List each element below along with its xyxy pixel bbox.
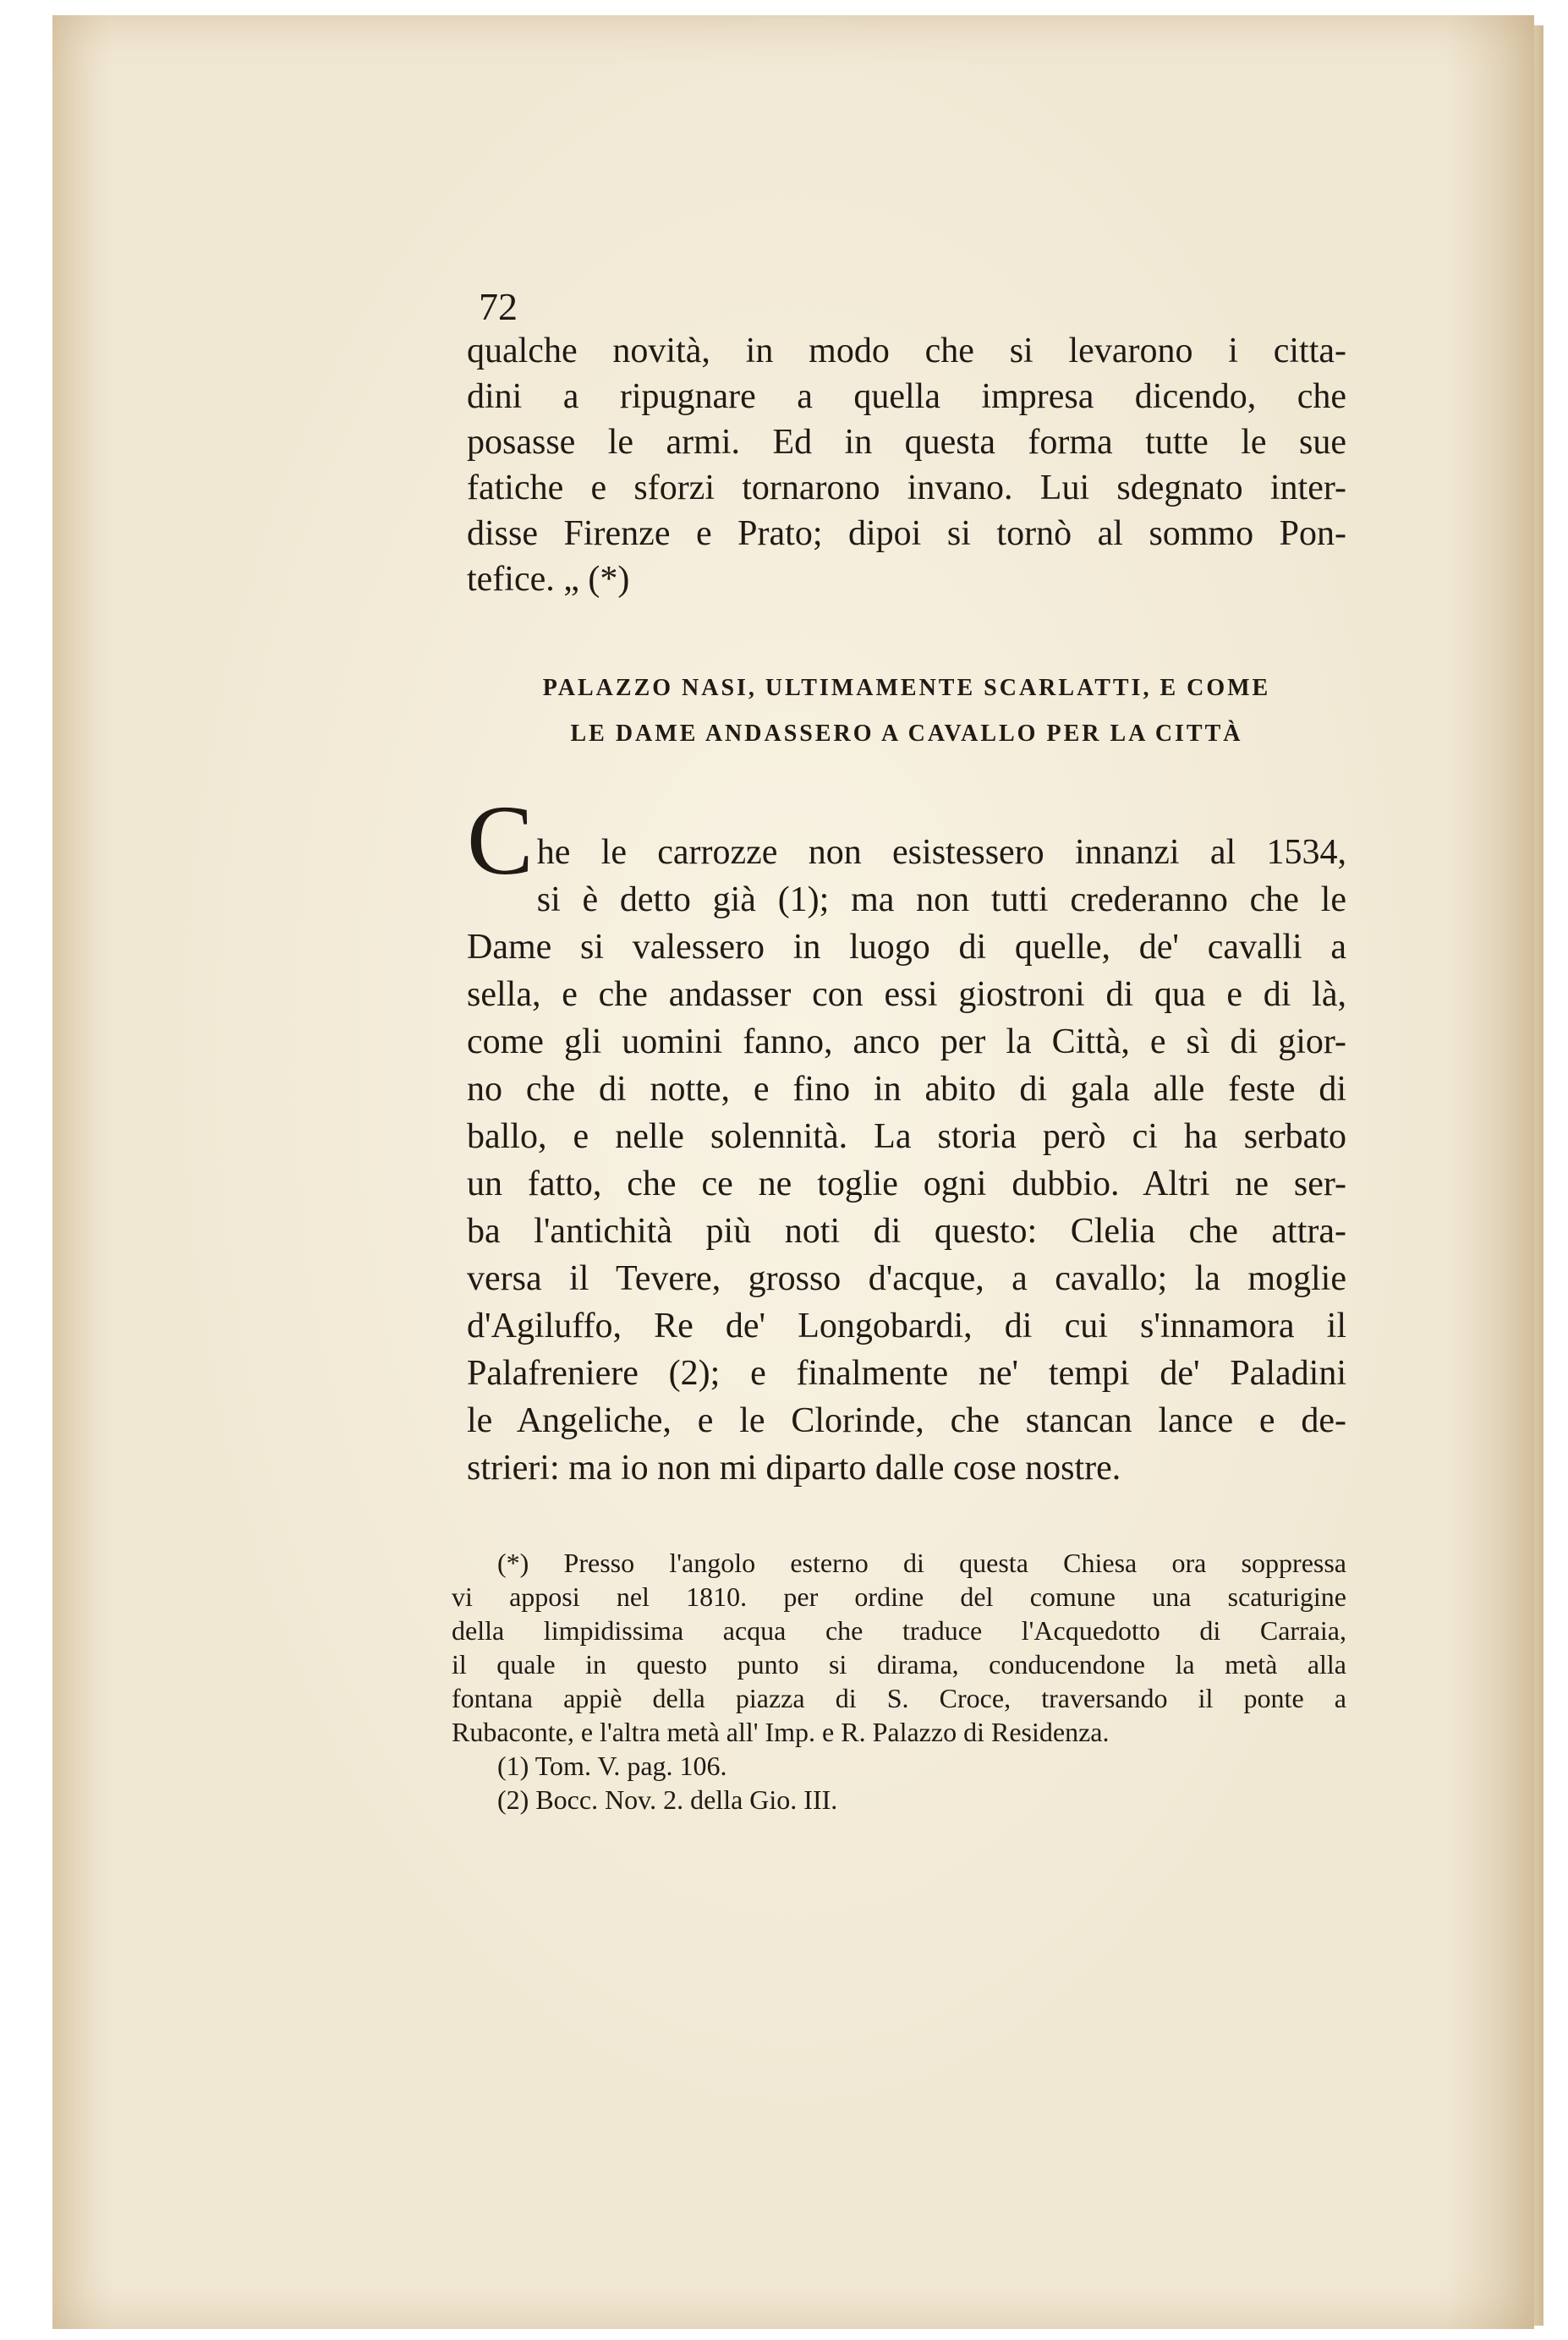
text-line: ballo, e nelle solennità. La storia però ci ha serbato [467, 1117, 1346, 1156]
page-number: 72 [479, 285, 518, 328]
footnote-line: il quale in questo punto si dirama, conducendone la metà alla [452, 1649, 1346, 1680]
text-line: disse Firenze e Prato; dipoi si tornò al sommo Pon- [467, 514, 1346, 553]
text-line: Palafreniere (2); e finalmente ne' tempi de' Paladini [467, 1354, 1346, 1393]
text-line: he le carrozze non esistessero innanzi al 1534, [536, 833, 1346, 872]
footnote-line: Rubaconte, e l'altra metà all' Imp. e R. Palazzo di Residenza. [452, 1717, 1110, 1747]
text-line: dini a ripugnare a quella impresa dicendo, che [467, 377, 1346, 416]
text-line: d'Agiluffo, Re de' Longobardi, di cui s'innamora il [467, 1307, 1346, 1345]
text-line: no che di notte, e fino in abito di gala alle feste di [467, 1070, 1346, 1109]
text-line: sella, e che andasser con essi giostroni di qua e di là, [467, 975, 1346, 1014]
footnote-line: della limpidissima acqua che traduce l'Acquedotto di Carraia, [452, 1615, 1346, 1646]
reference-note: (2) Bocc. Nov. 2. della Gio. III. [497, 1784, 838, 1815]
drop-cap: C [467, 785, 534, 896]
section-body [467, 785, 1346, 1492]
text-line: tefice. „ (*) [467, 560, 630, 599]
text-line: come gli uomini fanno, anco per la Città, e sì di gior- [467, 1022, 1346, 1061]
text-line: si è detto già (1); ma non tutti crederanno che le [536, 880, 1346, 919]
text-line: posasse le armi. Ed in questa forma tutte le sue [467, 423, 1346, 462]
text-line: ba l'antichità più noti di questo: Clelia che attra- [467, 1212, 1346, 1251]
text-line: Dame si valessero in luogo di quelle, de' cavalli a [467, 928, 1346, 967]
footnote-line: vi apposi nel 1810. per ordine del comune una scaturigine [452, 1581, 1346, 1612]
text-line: strieri: ma io non mi diparto dalle cose nostre. [467, 1449, 1121, 1488]
footnotes [452, 1546, 1346, 1817]
section-heading-line-1: PALAZZO NASI, ULTIMAMENTE SCARLATTI, E COME [542, 675, 1271, 701]
text-line: le Angeliche, e le Clorinde, che stancan lance e de- [467, 1401, 1346, 1440]
footnote-line: (*) Presso l'angolo esterno di questa Chiesa ora soppressa [497, 1548, 1346, 1578]
text-line: fatiche e sforzi tornarono invano. Lui sdegnato inter- [467, 469, 1346, 507]
text-line: versa il Tevere, grosso d'acque, a cavallo; la moglie [467, 1259, 1346, 1298]
section-heading-line-2: LE DAME ANDASSERO A CAVALLO PER LA CITTÀ [570, 721, 1243, 747]
opening-paragraph [467, 328, 1346, 602]
footnote-line: fontana appiè della piazza di S. Croce, traversando il ponte a [452, 1683, 1346, 1713]
text-line: qualche novità, in modo che si levarono i citta- [467, 332, 1346, 370]
text-line: un fatto, che ce ne toglie ogni dubbio. Altri ne ser- [467, 1165, 1346, 1203]
reference-note: (1) Tom. V. pag. 106. [497, 1751, 727, 1781]
